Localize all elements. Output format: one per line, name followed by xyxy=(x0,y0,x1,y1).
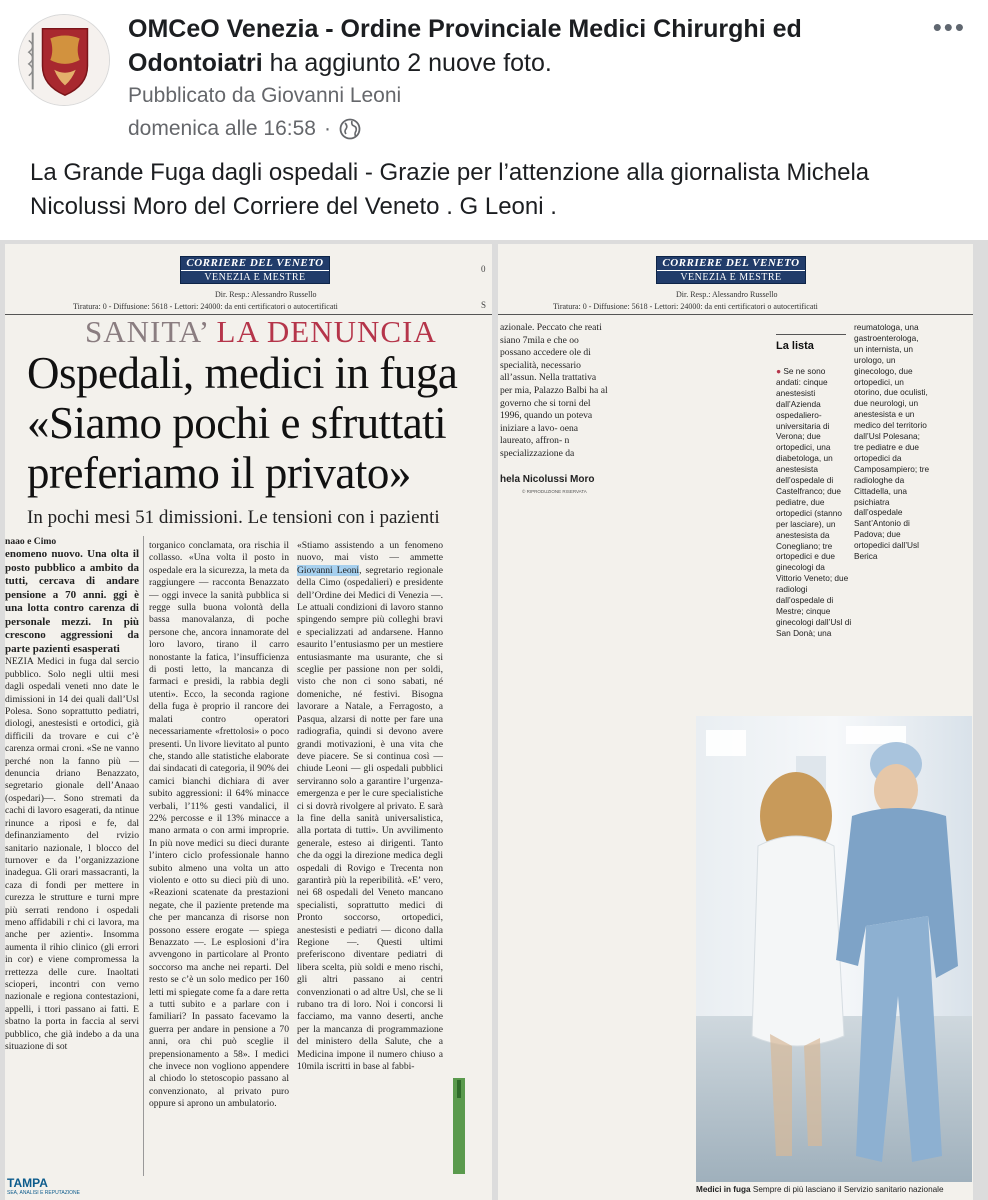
col1-heading: naao e Cimo xyxy=(5,536,57,547)
post-photo[interactable] xyxy=(0,240,988,1200)
article-column-3 xyxy=(297,540,443,1176)
director-line-right: Dir. Resp.: Alessandro Russello xyxy=(676,290,778,299)
footer-brand: TAMPA xyxy=(7,1176,48,1190)
footer-logo xyxy=(7,1176,80,1196)
page-name-link[interactable]: OMCeO Venezia - Ordine Provinciale Medici Chirurghi ed Odontoiatri xyxy=(128,15,802,77)
hospital-corridor-image xyxy=(696,716,972,1182)
nurses-photo xyxy=(696,716,972,1182)
col3-rest: , segretario regionale della Cimo (ospedalieri) e presidente dell’Ordine dei Medici di Venezia —. Le attuali condizioni di lavoro stanno spingendo sempre più colleghi bravi e specializzati ad andarsene. Hanno esaurito l’entusiasmo per un mestiere entusiasmante ma usurante, che si sceglie per passione non per soldi, visto che non ci sono sabati, né domeniche, né festivi. Bisogna lavorare a Natale, a Ferragosto, a Pasqua, alzarsi di notte per fare una radiografia, quindi si devono avere grandi motivazioni, è una vita che deve piacere. Se si continua così — chiude Leoni — gli ospedali pubblici serviranno solo a garantire l’urgenza-emergenza e per le cure specialistiche ci si dovrà rivolgere al privato. E sarà la fine della sanità universalistica, alla portata di tutti». Un avvilimento generale, esteso ai dirigenti. Tanto che da oggi la direzione medica degli ospedali di Rovigo e Trecenta non garantirà più la reperibilità. «E’ vero, nei 68 ospedali del Veneto mancano specialisti, soprattutto medici di Pronto soccorso, ortopedici, anestesisti e pediatri — dicono dalla Regione —. Questi ultimi preferiscono diventare pediatri di libera scelta, più soldi e meno rischi, gli altri passano ai centri convenzionati o ad altre Usl, che se li rubano tra di loro. Noi i concorsi li facciamo, ma vanno deserti, anche per la mancanza di programmazione del ministero della Salute, che a Medicina impone il numero chiuso a 10mila iscritti in base al fabbi- xyxy=(297,564,443,1073)
kicker-section: SANITA’ xyxy=(85,314,217,349)
col1-body: NEZIA Medici in fuga dal sercio pubblico. Solo negli ultii mesi dagli ospedali veneti nno date le dimissioni in 14 dei quali dall’Usl Polesa. Sono soprattutto pediatri, diologi, anestesisti e ortodici, già difficili da trovare e cui c’è carenza ormai croni. «Se ne vanno perché non la fanno più — denuncia driano Benazzato, segretario gionale dell’Anaao (ospedari)—. Sono stremati da cachi di lavoro esagerati, da ntinue rinunce a riposi e fe, dal definanziamento del rvizio sanitario nazionale, l blocco del turnover e da l’organizzazione inadegua. Gli orari massacranti, la caza di fondi per mettere in curezza le strutture e turni mpre più serrati rendono i ospedali meno affidabili r chi ci lavora, ma anche per azienti». Insomma aumenta il rihio clinico (gli errori in cor) e viene compromessa la rrettezza delle cure. Inaoltati scioperi, incontri con verno nazionale e regiona contestazioni, appelli, i ttori passano ai fatti. E sbatno la porta in faccia al servi pubblico, che già indebo a da una situazione di sot xyxy=(5,656,139,1052)
post-timestamp[interactable]: domenica alle 16:58 xyxy=(128,117,316,140)
page-avatar[interactable] xyxy=(18,14,110,106)
masthead-edition: VENEZIA E MESTRE xyxy=(181,270,329,284)
highlighted-name: Giovanni Leoni xyxy=(297,564,360,576)
article-continuation: azionale. Peccato che reati siano 7mila e che oo possano accedere ole di specialità, necessario all’assun. Nella trattativa per mia, Palazzo Balbi ha al governo che si torni del 1996, quando un poteva iniziare a lavo- oena laureato, affron- n specializzazione da xyxy=(500,322,608,459)
caption-text: Sempre di più lasciano il Servizio sanitario nazionale xyxy=(750,1185,944,1194)
page-marker-s: S xyxy=(481,300,487,310)
article-author: hela Nicolussi Moro xyxy=(500,474,595,485)
omceo-logo-icon xyxy=(19,15,109,105)
lista-heading: La lista xyxy=(776,340,814,352)
page-marker: 0 xyxy=(481,264,486,274)
caption-bold: Medici in fuga xyxy=(696,1185,751,1194)
circulation-line-right: Tiratura: 0 - Diffusione: 5618 - Lettori: 24000: da enti certificatori o autocertificati xyxy=(553,302,818,311)
col3-pre: «Stiamo assistendo a un fenomeno nuovo, mai visto — ammette xyxy=(297,540,443,564)
circulation-line: Tiratura: 0 - Diffusione: 5618 - Lettori: 24000: da enti certificatori o autocertificati xyxy=(73,302,338,311)
post-message: La Grande Fuga dagli ospedali - Grazie per l’attenzione alla giornalista Michela Nicolussi Moro del Corriere del Veneto . G Leoni . xyxy=(30,159,870,220)
more-options-button[interactable]: ••• xyxy=(932,12,966,42)
masthead-title-right: CORRIERE DEL VENETO xyxy=(662,257,800,269)
kicker xyxy=(85,314,437,350)
published-by[interactable]: Pubblicato da Giovanni Leoni xyxy=(128,84,402,107)
green-strip-mark xyxy=(457,1080,461,1098)
masthead xyxy=(180,256,330,284)
director-line: Dir. Resp.: Alessandro Russello xyxy=(215,290,317,299)
bullet-icon: ● xyxy=(776,366,782,376)
masthead-title: CORRIERE DEL VENETO xyxy=(186,257,324,269)
lista-column-2: reumatologa, una gastroenterologa, un internista, un urologo, un ginecologo, due ortopedici, un otorino, due oculisti, due neurologi, un anestesista e un medico del territorio dall’Usl Polesana; tre pediatre e due ortopedici da Camposampiero; tre radiologhe da Cittadella, una psichiatra dall’ospedale Sant’Antonio di Padova; due ortopedici dall’Usl Berica xyxy=(854,322,930,562)
timestamp-row xyxy=(128,117,361,141)
photo-caption xyxy=(696,1185,972,1194)
masthead-edition-right: VENEZIA E MESTRE xyxy=(657,270,805,284)
reproduction-notice: © RIPRODUZIONE RISERVATA xyxy=(522,489,587,494)
lista-rule xyxy=(776,334,846,335)
post-title xyxy=(128,12,908,80)
footer-tagline: SEA, ANALISI E REPUTAZIONE xyxy=(7,1190,80,1196)
article-column-1 xyxy=(5,536,139,1176)
article-column-2 xyxy=(149,540,289,1176)
globe-icon[interactable] xyxy=(339,118,361,140)
masthead-right xyxy=(656,256,806,284)
col1-lead: enomeno nuovo. Una olta il posto pubblico a ambito da tutti, cercava di andare pensione a 70 anni. ggi è una lotta contro carenza di personale mezzi. In più crescono aggressioni da parte pazienti esasperati xyxy=(5,548,139,655)
article-headline: Ospedali, medici in fuga «Siamo pochi e sfruttati preferiamo il privato» xyxy=(27,348,458,498)
col2-body: torganico conclamata, ora rischia il collasso. «Una volta il posto in ospedale era la sicurezza, la meta da raggiungere — racconta Benazzato — oggi invece la sanità pubblica si regge sulla buona volontà della bassa manovalanza, di poche persone che, ancora innamorate del loro lavoro, tirano il carro nonostante la fatica, l’insufficienza di posti letto, la mancanza di farmaci e presidi, la rabbia degli utenti». Ecco, la seconda ragione della fuga è proprio il rancore dei malati contro operatori necessariamente «frettolosi» o poco presenti. Un livore lievitato al punto che, stando alle statistiche elaborate dai sindacati di categoria, il 90% dei camici bianchi dichiara di aver subito aggressioni: il 64% minacce verbali, l’11% gesti vandalici, il 22% percosse e il 13% minacce a mano armata o con armi improprie. In più nove medici su dieci durante l’intero ciclo professionale hanno subito almeno una volta un atto violento e otto su dieci più di uno. «Reazioni scatenate da prestazioni negate, che il paziente pretende ma che per mancanza di risorse non possono essere erogate — spiega Benazzato —. Le esplosioni d’ira avvengono in particolare al Pronto soccorso ma anche nei reparti. Del resto se c’è un solo medico per 160 letti mi spiegate come fa a dare retta a tutti subito e a parlare con i familiari? In passato facevamo la guerra per andare in pensione a 70 anni, ora chi può sceglie il prepensionamento a 58». I medici che invece non vogliono appendere al chiodo lo stetoscopio passano al convenzionato, al privato puro oppure si aprono un ambulatorio. xyxy=(149,540,289,1110)
newspaper-page-left xyxy=(5,244,492,1200)
column-divider xyxy=(143,536,144,1176)
newspaper-page-right xyxy=(498,244,973,1200)
separator-dot: · xyxy=(323,117,331,140)
lista-text-1: Se ne sono andati: cinque anestesisti dall’Azienda ospedaliero-universitaria di Verona; due ortopedici, una diabetologa, un anestesista dell’ospedale di Castelfranco; due pediatre, due ortopedici (stanno per lasciare), un anestesista da Conegliano; tre ortopedici e due ginecologi da Vittorio Veneto; due radiologi dall’ospedale di Mestre; cinque ginecologi dall’Usl di San Donà; una xyxy=(776,366,852,638)
kicker-label: LA DENUNCIA xyxy=(216,314,437,349)
header-rule-right xyxy=(498,314,973,315)
post-action-text: ha aggiunto 2 nuove foto. xyxy=(262,49,552,77)
col3-body xyxy=(297,540,443,1073)
post-header xyxy=(0,0,988,150)
lista-column-1 xyxy=(776,366,852,712)
article-subhead: In pochi mesi 51 dimissioni. Le tensioni con i pazienti xyxy=(27,507,440,528)
